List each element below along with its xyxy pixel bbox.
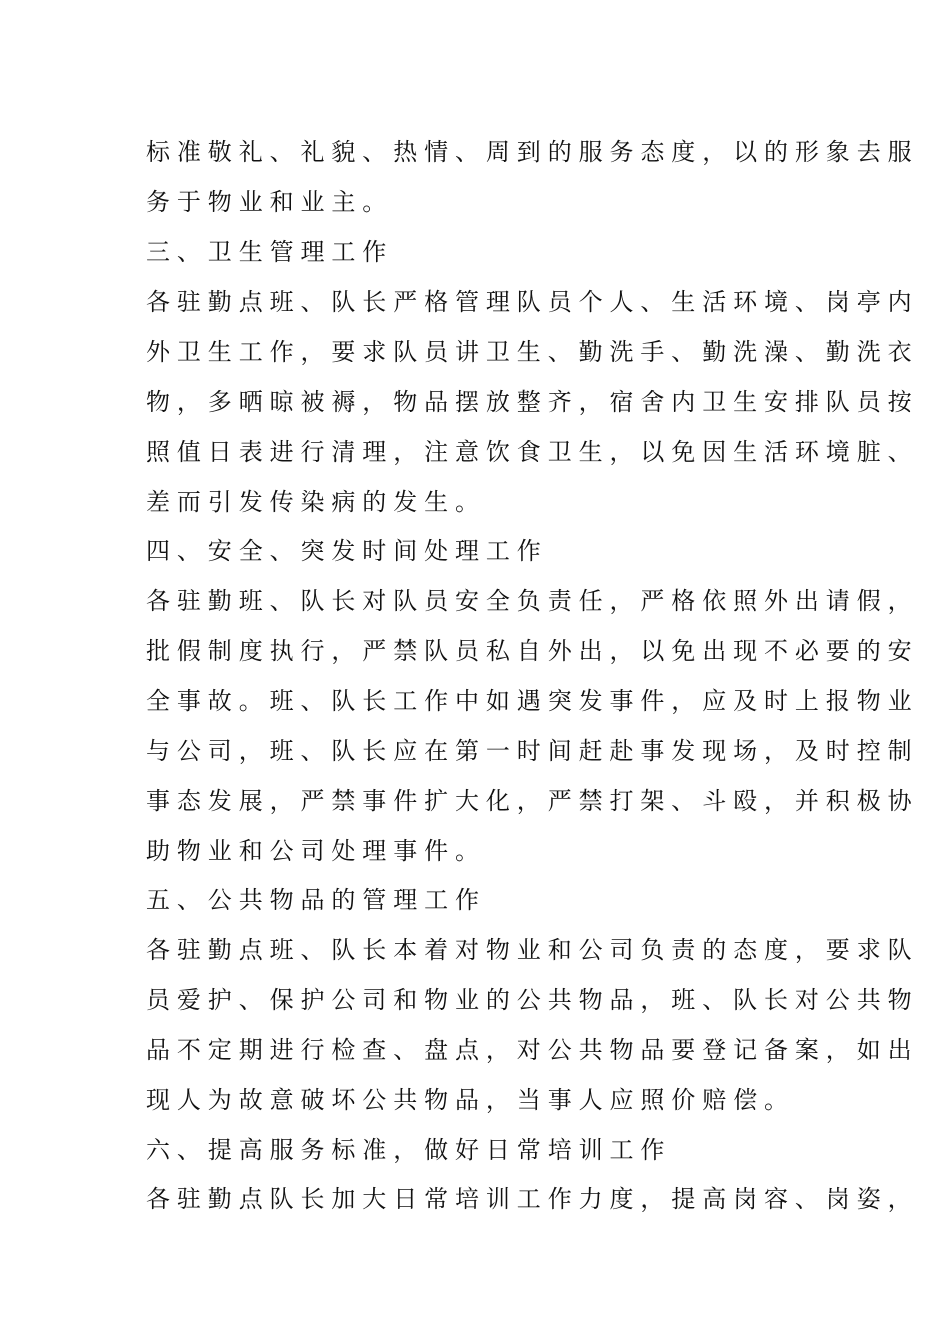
text-line: 事态发展，严禁事件扩大化，严禁打架、斗殴，并积极协 — [146, 787, 919, 815]
text-line: 各驻勤点班、队长严格管理队员个人、生活环境、岗亭内 — [146, 288, 919, 316]
text-line: 各驻勤点队长加大日常培训工作力度，提高岗容、岗姿， — [146, 1185, 919, 1213]
section-heading: 四、安全、突发时间处理工作 — [146, 537, 548, 565]
text-line: 与公司，班、队长应在第一时间赶赴事发现场，及时控制 — [146, 737, 919, 765]
text-line: 物，多晒晾被褥，物品摆放整齐，宿舍内卫生安排队员按 — [146, 388, 919, 416]
section-heading: 五、公共物品的管理工作 — [146, 886, 486, 914]
text-line: 各驻勤班、队长对队员安全负责任，严格依照外出请假， — [146, 587, 919, 615]
text-line: 品不定期进行检查、盘点，对公共物品要登记备案，如出 — [146, 1036, 919, 1064]
text-line: 员爱护、保护公司和物业的公共物品，班、队长对公共物 — [146, 986, 919, 1014]
text-line: 批假制度执行，严禁队员私自外出，以免出现不必要的安 — [146, 637, 919, 665]
text-line: 标准敬礼、礼貌、热情、周到的服务态度，以的形象去服 — [146, 138, 919, 166]
text-line: 助物业和公司处理事件。 — [146, 837, 486, 865]
text-line: 照值日表进行清理，注意饮食卫生，以免因生活环境脏、 — [146, 438, 919, 466]
section-heading: 六、提高服务标准，做好日常培训工作 — [146, 1136, 672, 1164]
section-heading: 三、卫生管理工作 — [146, 238, 394, 266]
text-line: 差而引发传染病的发生。 — [146, 488, 486, 516]
text-line: 现人为故意破坏公共物品，当事人应照价赔偿。 — [146, 1086, 795, 1114]
text-line: 外卫生工作，要求队员讲卫生、勤洗手、勤洗澡、勤洗衣 — [146, 338, 919, 366]
text-line: 务于物业和业主。 — [146, 188, 394, 216]
text-line: 全事故。班、队长工作中如遇突发事件，应及时上报物业 — [146, 687, 919, 715]
text-line: 各驻勤点班、队长本着对物业和公司负责的态度，要求队 — [146, 936, 919, 964]
